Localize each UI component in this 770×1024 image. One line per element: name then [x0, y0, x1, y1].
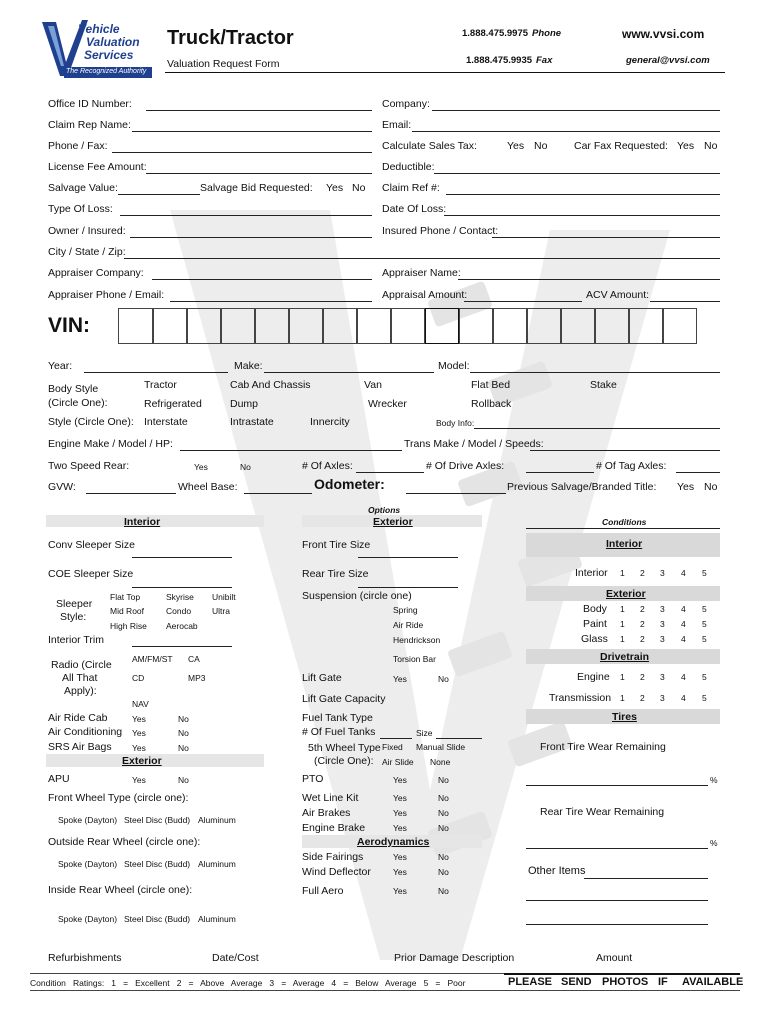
date-cost-label: Date/Cost — [212, 952, 259, 964]
two-speed-rear-label: Two Speed Rear: — [48, 460, 130, 472]
sleeper-unibilt[interactable]: Unibilt — [212, 592, 236, 602]
acv-amount-field[interactable] — [650, 301, 720, 302]
body-rollback[interactable]: Rollback — [471, 398, 512, 410]
phone-fax-field[interactable] — [112, 152, 372, 153]
office-id-field[interactable] — [146, 110, 372, 111]
year-label: Year: — [48, 360, 73, 372]
other-items-label: Other Items — [528, 865, 586, 877]
num-tag-axles-label: # Of Tag Axles: — [596, 460, 667, 472]
sleeper-mid-roof[interactable]: Mid Roof — [110, 606, 145, 616]
claim-rep-label: Claim Rep Name: — [48, 119, 131, 131]
vin-box[interactable] — [357, 308, 391, 344]
carfax-label: Car Fax Requested: — [574, 140, 668, 152]
side-fairings-label: Side Fairings — [302, 851, 364, 863]
other-items-field-1[interactable] — [584, 878, 708, 879]
city-state-zip-field[interactable] — [124, 258, 720, 259]
rear-tire-wear-percent: % — [710, 838, 718, 848]
website-link[interactable]: www.vvsi.com — [622, 27, 705, 41]
conditions-heading-rule — [526, 528, 720, 529]
make-field[interactable] — [264, 372, 434, 373]
fifth-wheel-label-2: (Circle One): — [314, 755, 374, 767]
engine-rating-3[interactable]: 3 — [660, 672, 665, 682]
interior-trim-label: Interior Trim — [48, 634, 105, 646]
conditions-tires-heading: Tires — [612, 711, 637, 723]
license-fee-field[interactable] — [146, 173, 372, 174]
num-fuel-tanks-field[interactable] — [380, 738, 412, 739]
sales-tax-label: Calculate Sales Tax: — [382, 140, 477, 152]
wind-deflector-label: Wind Deflector — [302, 866, 371, 878]
model-field[interactable] — [470, 372, 720, 373]
engine-brake-no[interactable]: No — [438, 823, 449, 833]
glass-rating-2[interactable]: 2 — [640, 634, 645, 644]
suspension-hendrickson[interactable]: Hendrickson — [393, 635, 441, 645]
paint-rating-1[interactable]: 1 — [620, 619, 625, 629]
vin-label: VIN: — [48, 314, 90, 337]
side-fairings-yes[interactable]: Yes — [393, 852, 407, 862]
fuel-tank-size-field[interactable] — [436, 738, 482, 739]
transmission-rating-4[interactable]: 4 — [681, 693, 686, 703]
header-rule — [165, 72, 725, 73]
srs-air-bags-label: SRS Air Bags — [48, 741, 112, 753]
body-rating-5[interactable]: 5 — [702, 604, 707, 614]
coe-sleeper-label: COE Sleeper Size — [48, 568, 134, 580]
radio-label-2: All That — [62, 672, 98, 684]
side-fairings-no[interactable]: No — [438, 852, 449, 862]
engine-rating-5[interactable]: 5 — [702, 672, 707, 682]
air-brakes-label: Air Brakes — [302, 807, 351, 819]
lift-gate-capacity-label: Lift Gate Capacity — [302, 693, 386, 705]
paint-rating-label: Paint — [583, 618, 607, 630]
claim-rep-field[interactable] — [132, 131, 372, 132]
vin-box[interactable] — [493, 308, 527, 344]
email-field[interactable] — [412, 131, 720, 132]
paint-rating-4[interactable]: 4 — [681, 619, 686, 629]
vin-box[interactable] — [118, 308, 153, 344]
appraiser-name-field[interactable] — [458, 279, 720, 280]
body-style-circle-label: (Circle One): — [48, 397, 108, 409]
odometer-field[interactable] — [406, 493, 506, 494]
salvage-value-label: Salvage Value: — [48, 182, 118, 194]
engine-rating-1[interactable]: 1 — [620, 672, 625, 682]
sales-tax-yes[interactable]: Yes — [507, 140, 525, 152]
sleeper-flat-top[interactable]: Flat Top — [110, 592, 141, 602]
appraiser-company-field[interactable] — [152, 279, 372, 280]
logo-line2: Valuation — [86, 35, 140, 49]
engine-brake-yes[interactable]: Yes — [393, 823, 407, 833]
acv-amount-label: ACV Amount: — [586, 289, 650, 301]
body-info-label: Body Info: — [436, 418, 475, 428]
fifth-wheel-air-slide[interactable]: Air Slide — [382, 757, 414, 767]
vin-box[interactable] — [595, 308, 629, 344]
two-speed-rear-yes[interactable]: Yes — [194, 462, 208, 472]
body-rating-3[interactable]: 3 — [660, 604, 665, 614]
engine-rating-2[interactable]: 2 — [640, 672, 645, 682]
appraiser-phone-label: Appraiser Phone / Email: — [48, 289, 165, 301]
trans-field[interactable] — [530, 450, 720, 451]
engine-rating-4[interactable]: 4 — [681, 672, 686, 682]
rear-tire-wear-field[interactable] — [526, 848, 708, 849]
paint-rating-2[interactable]: 2 — [640, 619, 645, 629]
salvage-bid-yes[interactable]: Yes — [326, 182, 344, 194]
engine-field[interactable] — [180, 450, 402, 451]
office-id-label: Office ID Number: — [48, 98, 132, 110]
full-aero-no[interactable]: No — [438, 886, 449, 896]
body-tractor[interactable]: Tractor — [144, 379, 177, 391]
paint-rating-3[interactable]: 3 — [660, 619, 665, 629]
deductible-label: Deductible: — [382, 161, 435, 173]
radio-ca[interactable]: CA — [188, 654, 200, 664]
sleeper-condo[interactable]: Condo — [166, 606, 192, 616]
front-tire-wear-percent: % — [710, 775, 718, 785]
interior-rating-4[interactable]: 4 — [681, 568, 686, 578]
sleeper-aerocab[interactable]: Aerocab — [166, 621, 198, 631]
wheel-base-field[interactable] — [244, 493, 312, 494]
front-wheel-spoke[interactable]: Spoke (Dayton) — [58, 815, 118, 825]
appraiser-name-label: Appraiser Name: — [382, 267, 461, 279]
exterior-heading-left: Exterior — [122, 755, 162, 767]
form-subtitle: Valuation Request Form — [167, 58, 280, 70]
vin-box[interactable] — [187, 308, 221, 344]
transmission-rating-label: Transmission — [549, 692, 612, 704]
conv-sleeper-field[interactable] — [132, 557, 232, 558]
claim-ref-field[interactable] — [446, 194, 720, 195]
model-label: Model: — [438, 360, 470, 372]
body-van[interactable]: Van — [364, 379, 382, 391]
form-title: Truck/Tractor — [167, 27, 294, 49]
sleeper-style-label-1: Sleeper — [56, 598, 93, 610]
fifth-wheel-none[interactable]: None — [430, 757, 451, 767]
outside-rear-wheel-label: Outside Rear Wheel (circle one): — [48, 836, 201, 848]
vin-check-digit-box[interactable] — [425, 308, 459, 344]
full-aero-yes[interactable]: Yes — [393, 886, 407, 896]
carfax-yes[interactable]: Yes — [677, 140, 695, 152]
interior-trim-field[interactable] — [132, 646, 232, 647]
date-of-loss-field[interactable] — [444, 215, 720, 216]
vin-box[interactable] — [629, 308, 663, 344]
air-ride-cab-yes[interactable]: Yes — [132, 714, 146, 724]
license-fee-label: License Fee Amount: — [48, 161, 147, 173]
interior-heading: Interior — [124, 516, 161, 528]
date-of-loss-label: Date Of Loss: — [382, 203, 447, 215]
wet-line-kit-no[interactable]: No — [438, 793, 449, 803]
owner-label: Owner / Insured: — [48, 225, 126, 237]
prior-damage-label: Prior Damage Description — [394, 952, 515, 964]
pto-label: PTO — [302, 773, 324, 785]
outside-rear-steel[interactable]: Steel Disc (Budd) — [124, 859, 191, 869]
num-drive-axles-label: # Of Drive Axles: — [426, 460, 505, 472]
prev-salvage-label: Previous Salvage/Branded Title: — [507, 481, 657, 493]
company-label: Company: — [382, 98, 430, 110]
rear-tire-wear-label: Rear Tire Wear Remaining — [540, 806, 665, 818]
gvw-label: GVW: — [48, 481, 76, 493]
coe-sleeper-field[interactable] — [132, 587, 232, 588]
sleeper-high-rise[interactable]: High Rise — [110, 621, 147, 631]
insured-phone-field[interactable] — [492, 237, 720, 238]
radio-am-fm-st[interactable]: AM/FM/ST — [132, 654, 173, 664]
body-dump[interactable]: Dump — [230, 398, 259, 410]
conditions-drivetrain-heading: Drivetrain — [600, 651, 650, 663]
front-tire-wear-label: Front Tire Wear Remaining — [540, 741, 666, 753]
num-axles-label: # Of Axles: — [302, 460, 353, 472]
footer-photos: PHOTOS — [602, 976, 649, 988]
body-flat-bed[interactable]: Flat Bed — [471, 379, 511, 391]
wind-deflector-yes[interactable]: Yes — [393, 867, 407, 877]
salvage-bid-label: Salvage Bid Requested: — [200, 182, 313, 194]
apu-no[interactable]: No — [178, 775, 189, 785]
paint-rating-5[interactable]: 5 — [702, 619, 707, 629]
glass-rating-label: Glass — [581, 633, 608, 645]
body-wrecker[interactable]: Wrecker — [368, 398, 407, 410]
fifth-wheel-manual-slide[interactable]: Manual Slide — [416, 742, 466, 752]
interior-rating-label: Interior — [575, 567, 608, 579]
salvage-value-field[interactable] — [118, 194, 200, 195]
air-conditioning-yes[interactable]: Yes — [132, 728, 146, 738]
conditions-heading: Conditions — [602, 517, 647, 527]
exterior-heading: Exterior — [373, 516, 413, 528]
transmission-rating-3[interactable]: 3 — [660, 693, 665, 703]
num-fuel-tanks-label: # Of Fuel Tanks — [302, 726, 376, 738]
odometer-label: Odometer: — [314, 476, 385, 492]
inside-rear-aluminum[interactable]: Aluminum — [198, 914, 236, 924]
inside-rear-steel[interactable]: Steel Disc (Budd) — [124, 914, 191, 924]
two-speed-rear-no[interactable]: No — [240, 462, 251, 472]
radio-mp3[interactable]: MP3 — [188, 673, 206, 683]
amount-label: Amount — [596, 952, 633, 964]
body-cab-chassis[interactable]: Cab And Chassis — [230, 379, 311, 391]
appraiser-phone-field[interactable] — [170, 301, 372, 302]
condition-ratings-legend: Condition Ratings: 1 = Excellent 2 = Above Average 3 = Average 4 = Below Average 5 = Poor — [30, 978, 466, 988]
year-field[interactable] — [84, 372, 228, 373]
glass-rating-4[interactable]: 4 — [681, 634, 686, 644]
radio-label-3: Apply): — [64, 685, 97, 697]
footer-available: AVAILABLE — [682, 976, 744, 988]
style-circle-label: Style (Circle One): — [48, 416, 134, 428]
fifth-wheel-label-1: 5th Wheel Type — [308, 742, 381, 754]
air-ride-cab-no[interactable]: No — [178, 714, 189, 724]
body-style-label: Body Style — [48, 383, 99, 395]
outside-rear-spoke[interactable]: Spoke (Dayton) — [58, 859, 118, 869]
sales-tax-no[interactable]: No — [534, 140, 548, 152]
vin-box[interactable] — [221, 308, 255, 344]
sleeper-ultra[interactable]: Ultra — [212, 606, 230, 616]
wheel-base-label: Wheel Base: — [178, 481, 238, 493]
rear-tire-size-field[interactable] — [358, 587, 458, 588]
glass-rating-1[interactable]: 1 — [620, 634, 625, 644]
suspension-air-ride[interactable]: Air Ride — [393, 620, 424, 630]
phone-fax-label: Phone / Fax: — [48, 140, 108, 152]
radio-label-1: Radio (Circle — [51, 659, 112, 671]
engine-rating-label: Engine — [577, 671, 610, 683]
radio-nav[interactable]: NAV — [132, 699, 149, 709]
glass-rating-3[interactable]: 3 — [660, 634, 665, 644]
body-info-field[interactable] — [474, 428, 720, 429]
wind-deflector-no[interactable]: No — [438, 867, 449, 877]
wet-line-kit-yes[interactable]: Yes — [393, 793, 407, 803]
logo-line3: Services — [84, 48, 134, 62]
vin-box[interactable] — [663, 308, 697, 344]
engine-brake-label: Engine Brake — [302, 822, 366, 834]
vin-box[interactable] — [289, 308, 323, 344]
inside-rear-wheel-label: Inside Rear Wheel (circle one): — [48, 884, 193, 896]
phone-label: Phone — [532, 28, 562, 39]
interior-rating-3[interactable]: 3 — [660, 568, 665, 578]
style-interstate[interactable]: Interstate — [144, 416, 188, 428]
num-axles-field[interactable] — [356, 472, 424, 473]
suspension-label: Suspension (circle one) — [302, 590, 412, 602]
city-state-zip-label: City / State / Zip: — [48, 246, 126, 258]
front-tire-wear-field[interactable] — [526, 785, 708, 786]
type-of-loss-field[interactable] — [120, 215, 372, 216]
air-brakes-no[interactable]: No — [438, 808, 449, 818]
style-innercity[interactable]: Innercity — [310, 416, 350, 428]
footer-rule — [30, 990, 740, 991]
carfax-no[interactable]: No — [704, 140, 718, 152]
conditions-exterior-heading: Exterior — [606, 588, 646, 600]
other-items-field-2[interactable] — [526, 900, 708, 901]
sleeper-skyrise[interactable]: Skyrise — [166, 592, 194, 602]
srs-air-bags-no[interactable]: No — [178, 743, 189, 753]
radio-cd[interactable]: CD — [132, 673, 145, 683]
owner-field[interactable] — [130, 237, 372, 238]
transmission-rating-1[interactable]: 1 — [620, 693, 625, 703]
email-label: Email: — [382, 119, 412, 131]
vin-box[interactable] — [561, 308, 595, 344]
conditions-interior-heading: Interior — [606, 538, 643, 550]
transmission-rating-5[interactable]: 5 — [702, 693, 707, 703]
front-tire-size-field[interactable] — [358, 557, 458, 558]
body-rating-label: Body — [583, 603, 607, 615]
vin-box[interactable] — [391, 308, 425, 344]
email-link[interactable]: general@vvsi.com — [626, 55, 710, 66]
vin-box[interactable] — [255, 308, 289, 344]
pto-yes[interactable]: Yes — [393, 775, 407, 785]
full-aero-label: Full Aero — [302, 885, 344, 897]
appraisal-amount-field[interactable] — [464, 301, 582, 302]
fuel-tank-type-label: Fuel Tank Type — [302, 712, 373, 724]
num-tag-axles-field[interactable] — [676, 472, 720, 473]
conv-sleeper-label: Conv Sleeper Size — [48, 539, 135, 551]
lift-gate-label: Lift Gate — [302, 672, 342, 684]
claim-ref-label: Claim Ref #: — [382, 182, 440, 194]
pto-no[interactable]: No — [438, 775, 449, 785]
refurbishments-label: Refurbishments — [48, 952, 122, 964]
fuel-tank-size-label: Size — [416, 728, 433, 738]
vin-box[interactable] — [323, 308, 357, 344]
front-wheel-aluminum[interactable]: Aluminum — [198, 815, 236, 825]
front-tire-size-label: Front Tire Size — [302, 539, 371, 551]
make-label: Make: — [234, 360, 263, 372]
sleeper-style-label-2: Style: — [60, 611, 87, 623]
rear-tire-size-label: Rear Tire Size — [302, 568, 369, 580]
srs-air-bags-yes[interactable]: Yes — [132, 743, 146, 753]
body-rating-1[interactable]: 1 — [620, 604, 625, 614]
interior-rating-5[interactable]: 5 — [702, 568, 707, 578]
glass-rating-5[interactable]: 5 — [702, 634, 707, 644]
wet-line-kit-label: Wet Line Kit — [302, 792, 359, 804]
suspension-spring[interactable]: Spring — [393, 605, 418, 615]
options-heading: Options — [368, 505, 401, 515]
salvage-bid-no[interactable]: No — [352, 182, 366, 194]
logo-tagline: The Recognized Authority — [66, 68, 147, 75]
lift-gate-yes[interactable]: Yes — [393, 674, 407, 684]
fax-label: Fax — [536, 55, 553, 66]
prev-salvage-no[interactable]: No — [704, 481, 718, 493]
suspension-torsion-bar[interactable]: Torsion Bar — [393, 654, 436, 664]
style-intrastate[interactable]: Intrastate — [230, 416, 274, 428]
air-conditioning-no[interactable]: No — [178, 728, 189, 738]
body-refrigerated[interactable]: Refrigerated — [144, 398, 202, 410]
company-field[interactable] — [432, 110, 720, 111]
vin-box[interactable] — [459, 308, 493, 344]
fax-number: 1.888.475.9935 — [466, 55, 533, 66]
footer-please: PLEASE — [508, 976, 553, 988]
front-wheel-steel[interactable]: Steel Disc (Budd) — [124, 815, 191, 825]
phone-number: 1.888.475.9975 — [462, 28, 529, 39]
appraiser-company-label: Appraiser Company: — [48, 267, 144, 279]
bottom-rule-bold — [504, 973, 740, 975]
body-rating-2[interactable]: 2 — [640, 604, 645, 614]
vin-box[interactable] — [153, 308, 187, 344]
fifth-wheel-fixed[interactable]: Fixed — [382, 742, 403, 752]
deductible-field[interactable] — [434, 173, 720, 174]
engine-label: Engine Make / Model / HP: — [48, 438, 173, 450]
footer-send: SEND — [561, 976, 592, 988]
apu-label: APU — [48, 773, 70, 785]
logo-line1: Vehicle — [78, 22, 120, 36]
prev-salvage-yes[interactable]: Yes — [677, 481, 695, 493]
aerodynamics-heading: Aerodynamics — [357, 836, 430, 848]
outside-rear-aluminum[interactable]: Aluminum — [198, 859, 236, 869]
gvw-field[interactable] — [86, 493, 176, 494]
interior-rating-1[interactable]: 1 — [620, 568, 625, 578]
appraisal-amount-label: Appraisal Amount: — [382, 289, 468, 301]
interior-rating-2[interactable]: 2 — [640, 568, 645, 578]
air-ride-cab-label: Air Ride Cab — [48, 712, 108, 724]
front-wheel-type-label: Front Wheel Type (circle one): — [48, 792, 189, 804]
trans-label: Trans Make / Model / Speeds: — [404, 438, 544, 450]
vin-box[interactable] — [527, 308, 561, 344]
insured-phone-label: Insured Phone / Contact: — [382, 225, 499, 237]
transmission-rating-2[interactable]: 2 — [640, 693, 645, 703]
inside-rear-spoke[interactable]: Spoke (Dayton) — [58, 914, 118, 924]
footer-if: IF — [658, 976, 668, 988]
type-of-loss-label: Type Of Loss: — [48, 203, 113, 215]
apu-yes[interactable]: Yes — [132, 775, 146, 785]
lift-gate-no[interactable]: No — [438, 674, 449, 684]
body-stake[interactable]: Stake — [590, 379, 617, 391]
air-brakes-yes[interactable]: Yes — [393, 808, 407, 818]
num-drive-axles-field[interactable] — [526, 472, 594, 473]
air-conditioning-label: Air Conditioning — [48, 726, 123, 738]
other-items-field-3[interactable] — [526, 924, 708, 925]
body-rating-4[interactable]: 4 — [681, 604, 686, 614]
